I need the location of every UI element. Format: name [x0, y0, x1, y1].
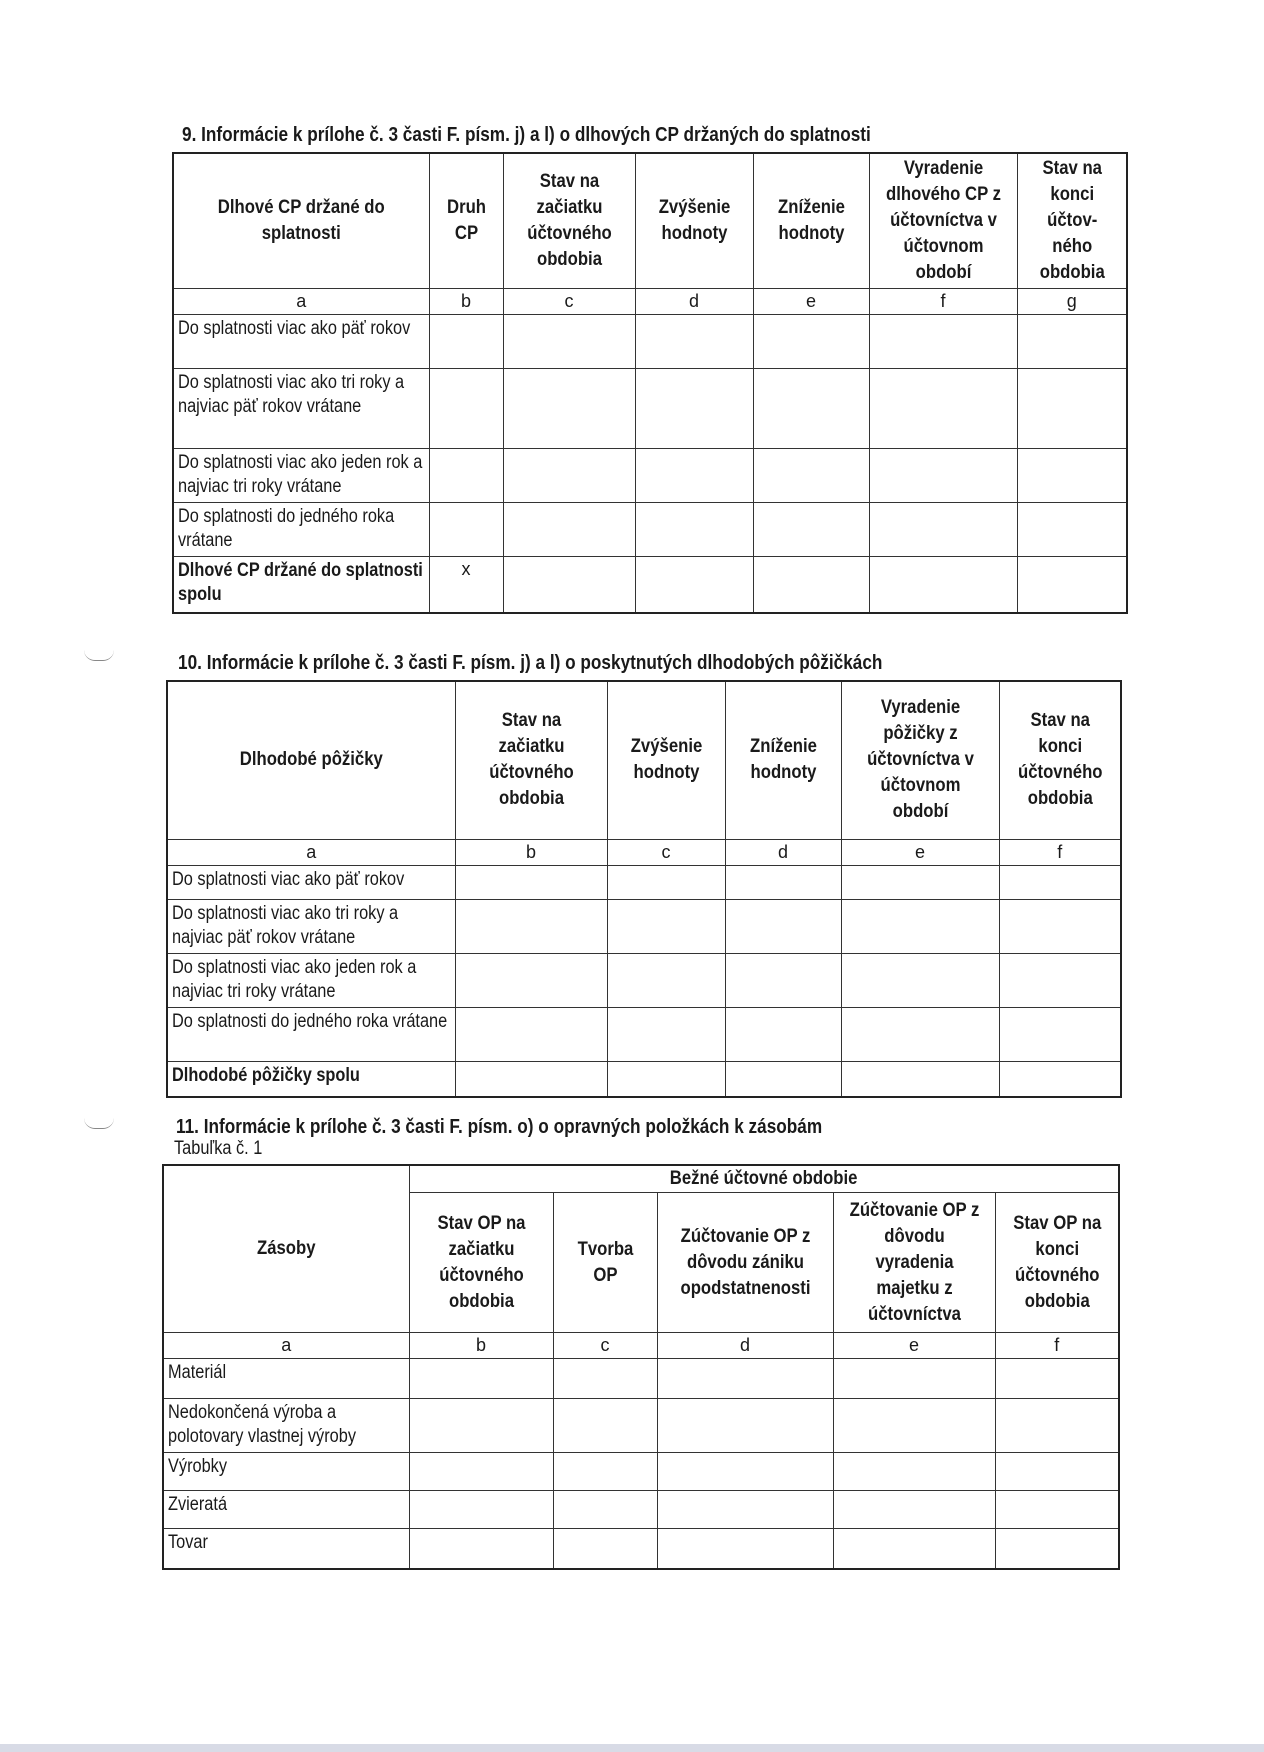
row-label-total: Dlhové CP držané do splatnosti spolu [173, 557, 429, 613]
header-zuctovanie-zanik: Zúčtovanie OP z dôvodu zániku opodstatnenosti [657, 1193, 833, 1333]
input-cell[interactable] [553, 1491, 657, 1529]
input-cell[interactable] [553, 1453, 657, 1491]
scan-bottom-edge [0, 1744, 1264, 1752]
input-cell[interactable] [841, 953, 999, 1007]
table-section-10 [166, 680, 1122, 1098]
column-letter: b [429, 289, 503, 315]
row-label: Tovar [163, 1529, 409, 1569]
input-cell[interactable] [753, 315, 869, 369]
input-cell[interactable] [841, 865, 999, 899]
input-cell[interactable] [995, 1529, 1119, 1569]
input-cell[interactable] [999, 953, 1121, 1007]
input-cell[interactable] [869, 315, 1017, 369]
table-row [163, 1359, 1119, 1399]
input-cell[interactable] [607, 865, 725, 899]
header-druh-cp: Druh CP [429, 153, 503, 289]
input-cell[interactable] [635, 315, 753, 369]
section-11-title: 11. Informácie k prílohe č. 3 časti F. písm. o) o opravných položkách k zásobám [176, 1116, 823, 1138]
row-label: Výrobky [163, 1453, 409, 1491]
table-row [173, 369, 1127, 449]
section-10-title: 10. Informácie k prílohe č. 3 časti F. písm. j) a l) o poskytnutých dlhodobých pôžičkách [178, 652, 883, 674]
header-bezne-obdobie: Bežné účtovné obdobie [409, 1165, 1119, 1193]
input-cell[interactable] [503, 503, 635, 557]
header-stav-koniec: Stav na konci účtovného obdobia [999, 681, 1121, 839]
input-cell[interactable] [409, 1399, 553, 1453]
input-cell[interactable] [841, 899, 999, 953]
header-zuctovanie-vyradenie: Zúčtovanie OP z dôvodu vyradenia majetku z účtovníctva [833, 1193, 995, 1333]
input-cell[interactable] [841, 1061, 999, 1097]
input-cell[interactable] [841, 1007, 999, 1061]
column-letter: b [409, 1333, 553, 1359]
scan-mark [84, 1118, 114, 1129]
header-stav-koniec: Stav na konci účtov-ného obdobia [1017, 153, 1127, 289]
row-label: Materiál [163, 1359, 409, 1399]
input-cell[interactable] [455, 1061, 607, 1097]
header-znizenie: Zníženie hodnoty [725, 681, 841, 839]
column-letter: a [167, 839, 455, 865]
input-cell[interactable] [1017, 503, 1127, 557]
input-cell[interactable] [635, 449, 753, 503]
row-label: Do splatnosti viac ako jeden rok a najviac tri roky vrátane [167, 953, 455, 1007]
column-letter: c [503, 289, 635, 315]
table-row [163, 1453, 1119, 1491]
column-letter: c [553, 1333, 657, 1359]
input-cell[interactable] [869, 449, 1017, 503]
input-cell[interactable] [429, 449, 503, 503]
input-cell[interactable] [725, 1061, 841, 1097]
table-row [163, 1529, 1119, 1569]
input-cell[interactable] [753, 449, 869, 503]
row-label: Do splatnosti do jedného roka vrátane [173, 503, 429, 557]
input-cell[interactable] [999, 899, 1121, 953]
column-letter: d [657, 1333, 833, 1359]
input-cell[interactable] [869, 503, 1017, 557]
input-cell[interactable] [553, 1529, 657, 1569]
input-cell[interactable] [753, 557, 869, 613]
input-cell[interactable] [607, 953, 725, 1007]
column-letter: a [173, 289, 429, 315]
input-cell[interactable] [429, 315, 503, 369]
input-cell[interactable] [833, 1453, 995, 1491]
input-cell[interactable] [409, 1453, 553, 1491]
header-zvysenie: Zvýšenie hodnoty [635, 153, 753, 289]
input-cell[interactable] [635, 369, 753, 449]
input-cell[interactable] [503, 557, 635, 613]
input-cell[interactable] [657, 1359, 833, 1399]
input-cell[interactable] [409, 1359, 553, 1399]
input-cell[interactable] [657, 1491, 833, 1529]
row-label: Do splatnosti do jedného roka vrátane [167, 1007, 455, 1061]
table-row [163, 1399, 1119, 1453]
input-cell[interactable] [833, 1529, 995, 1569]
input-cell[interactable] [725, 1007, 841, 1061]
input-cell[interactable] [869, 557, 1017, 613]
row-label: Do splatnosti viac ako jeden rok a najviac tri roky vrátane [173, 449, 429, 503]
header-dlhodobe-pozicky: Dlhodobé pôžičky [167, 681, 455, 839]
not-applicable-mark: x [429, 557, 503, 613]
input-cell[interactable] [455, 1007, 607, 1061]
header-vyradenie: Vyradenie dlhového CP z účtovníctva v účtovnom období [869, 153, 1017, 289]
table-row [173, 315, 1127, 369]
input-cell[interactable] [1017, 449, 1127, 503]
input-cell[interactable] [753, 369, 869, 449]
input-cell[interactable] [607, 899, 725, 953]
column-letter: e [833, 1333, 995, 1359]
input-cell[interactable] [995, 1453, 1119, 1491]
row-label: Zvieratá [163, 1491, 409, 1529]
input-cell[interactable] [995, 1359, 1119, 1399]
column-letter: e [841, 839, 999, 865]
input-cell[interactable] [429, 369, 503, 449]
input-cell[interactable] [503, 369, 635, 449]
table-row [163, 1491, 1119, 1529]
input-cell[interactable] [1017, 315, 1127, 369]
column-letter: a [163, 1333, 409, 1359]
header-vyradenie: Vyradenie pôžičky z účtovníctva v účtovnom období [841, 681, 999, 839]
scan-mark [84, 650, 114, 661]
section-9-title: 9. Informácie k prílohe č. 3 časti F. písm. j) a l) o dlhových CP držaných do splatnosti [182, 124, 871, 146]
header-znizenie: Zníženie hodnoty [753, 153, 869, 289]
input-cell[interactable] [725, 865, 841, 899]
input-cell[interactable] [429, 503, 503, 557]
column-letter: f [995, 1333, 1119, 1359]
input-cell[interactable] [753, 503, 869, 557]
input-cell[interactable] [995, 1491, 1119, 1529]
input-cell[interactable] [409, 1529, 553, 1569]
input-cell[interactable] [833, 1491, 995, 1529]
input-cell[interactable] [503, 449, 635, 503]
row-label: Do splatnosti viac ako tri roky a najviac päť rokov vrátane [167, 899, 455, 953]
input-cell[interactable] [1017, 369, 1127, 449]
row-label: Nedokončená výroba a polotovary vlastnej výroby [163, 1399, 409, 1453]
input-cell[interactable] [607, 1007, 725, 1061]
table-row [167, 1007, 1121, 1061]
header-dlhove-cp: Dlhové CP držané do splatnosti [173, 153, 429, 289]
table-row [167, 899, 1121, 953]
header-tvorba-op: Tvorba OP [553, 1193, 657, 1333]
column-letter: g [1017, 289, 1127, 315]
input-cell[interactable] [455, 899, 607, 953]
header-stav-op-zaciatok: Stav OP na začiatku účtovného obdobia [409, 1193, 553, 1333]
column-letter: f [869, 289, 1017, 315]
input-cell[interactable] [995, 1399, 1119, 1453]
table-row [167, 953, 1121, 1007]
column-letter: b [455, 839, 607, 865]
input-cell[interactable] [657, 1399, 833, 1453]
input-cell[interactable] [635, 503, 753, 557]
table-row [173, 503, 1127, 557]
row-label-total: Dlhodobé pôžičky spolu [167, 1061, 455, 1097]
header-stav-op-koniec: Stav OP na konci účtovného obdobia [995, 1193, 1119, 1333]
input-cell[interactable] [657, 1529, 833, 1569]
column-letter: c [607, 839, 725, 865]
input-cell[interactable] [553, 1399, 657, 1453]
input-cell[interactable] [833, 1359, 995, 1399]
input-cell[interactable] [503, 315, 635, 369]
row-label: Do splatnosti viac ako tri roky a najviac päť rokov vrátane [173, 369, 429, 449]
header-zvysenie: Zvýšenie hodnoty [607, 681, 725, 839]
input-cell[interactable] [657, 1453, 833, 1491]
column-letter: d [635, 289, 753, 315]
header-zasoby: Zásoby [163, 1165, 409, 1333]
table-section-11 [162, 1164, 1120, 1570]
input-cell[interactable] [833, 1399, 995, 1453]
input-cell[interactable] [409, 1491, 553, 1529]
column-letter: f [999, 839, 1121, 865]
table-row-total [173, 557, 1127, 613]
input-cell[interactable] [869, 369, 1017, 449]
input-cell[interactable] [725, 953, 841, 1007]
table-row-total [167, 1061, 1121, 1097]
input-cell[interactable] [999, 1007, 1121, 1061]
input-cell[interactable] [553, 1359, 657, 1399]
row-label: Do splatnosti viac ako päť rokov [167, 865, 455, 899]
input-cell[interactable] [725, 899, 841, 953]
column-letter: e [753, 289, 869, 315]
input-cell[interactable] [999, 1061, 1121, 1097]
header-stav-zaciatok: Stav na začiatku účtovného obdobia [455, 681, 607, 839]
input-cell[interactable] [1017, 557, 1127, 613]
input-cell[interactable] [999, 865, 1121, 899]
column-letter: d [725, 839, 841, 865]
input-cell[interactable] [455, 865, 607, 899]
table-subtitle: Tabuľka č. 1 [174, 1138, 263, 1159]
table-row [173, 449, 1127, 503]
table-section-9 [172, 152, 1128, 614]
input-cell[interactable] [607, 1061, 725, 1097]
row-label: Do splatnosti viac ako päť rokov [173, 315, 429, 369]
input-cell[interactable] [635, 557, 753, 613]
input-cell[interactable] [455, 953, 607, 1007]
header-stav-zaciatok: Stav na začiatku účtovného obdobia [503, 153, 635, 289]
table-row [167, 865, 1121, 899]
